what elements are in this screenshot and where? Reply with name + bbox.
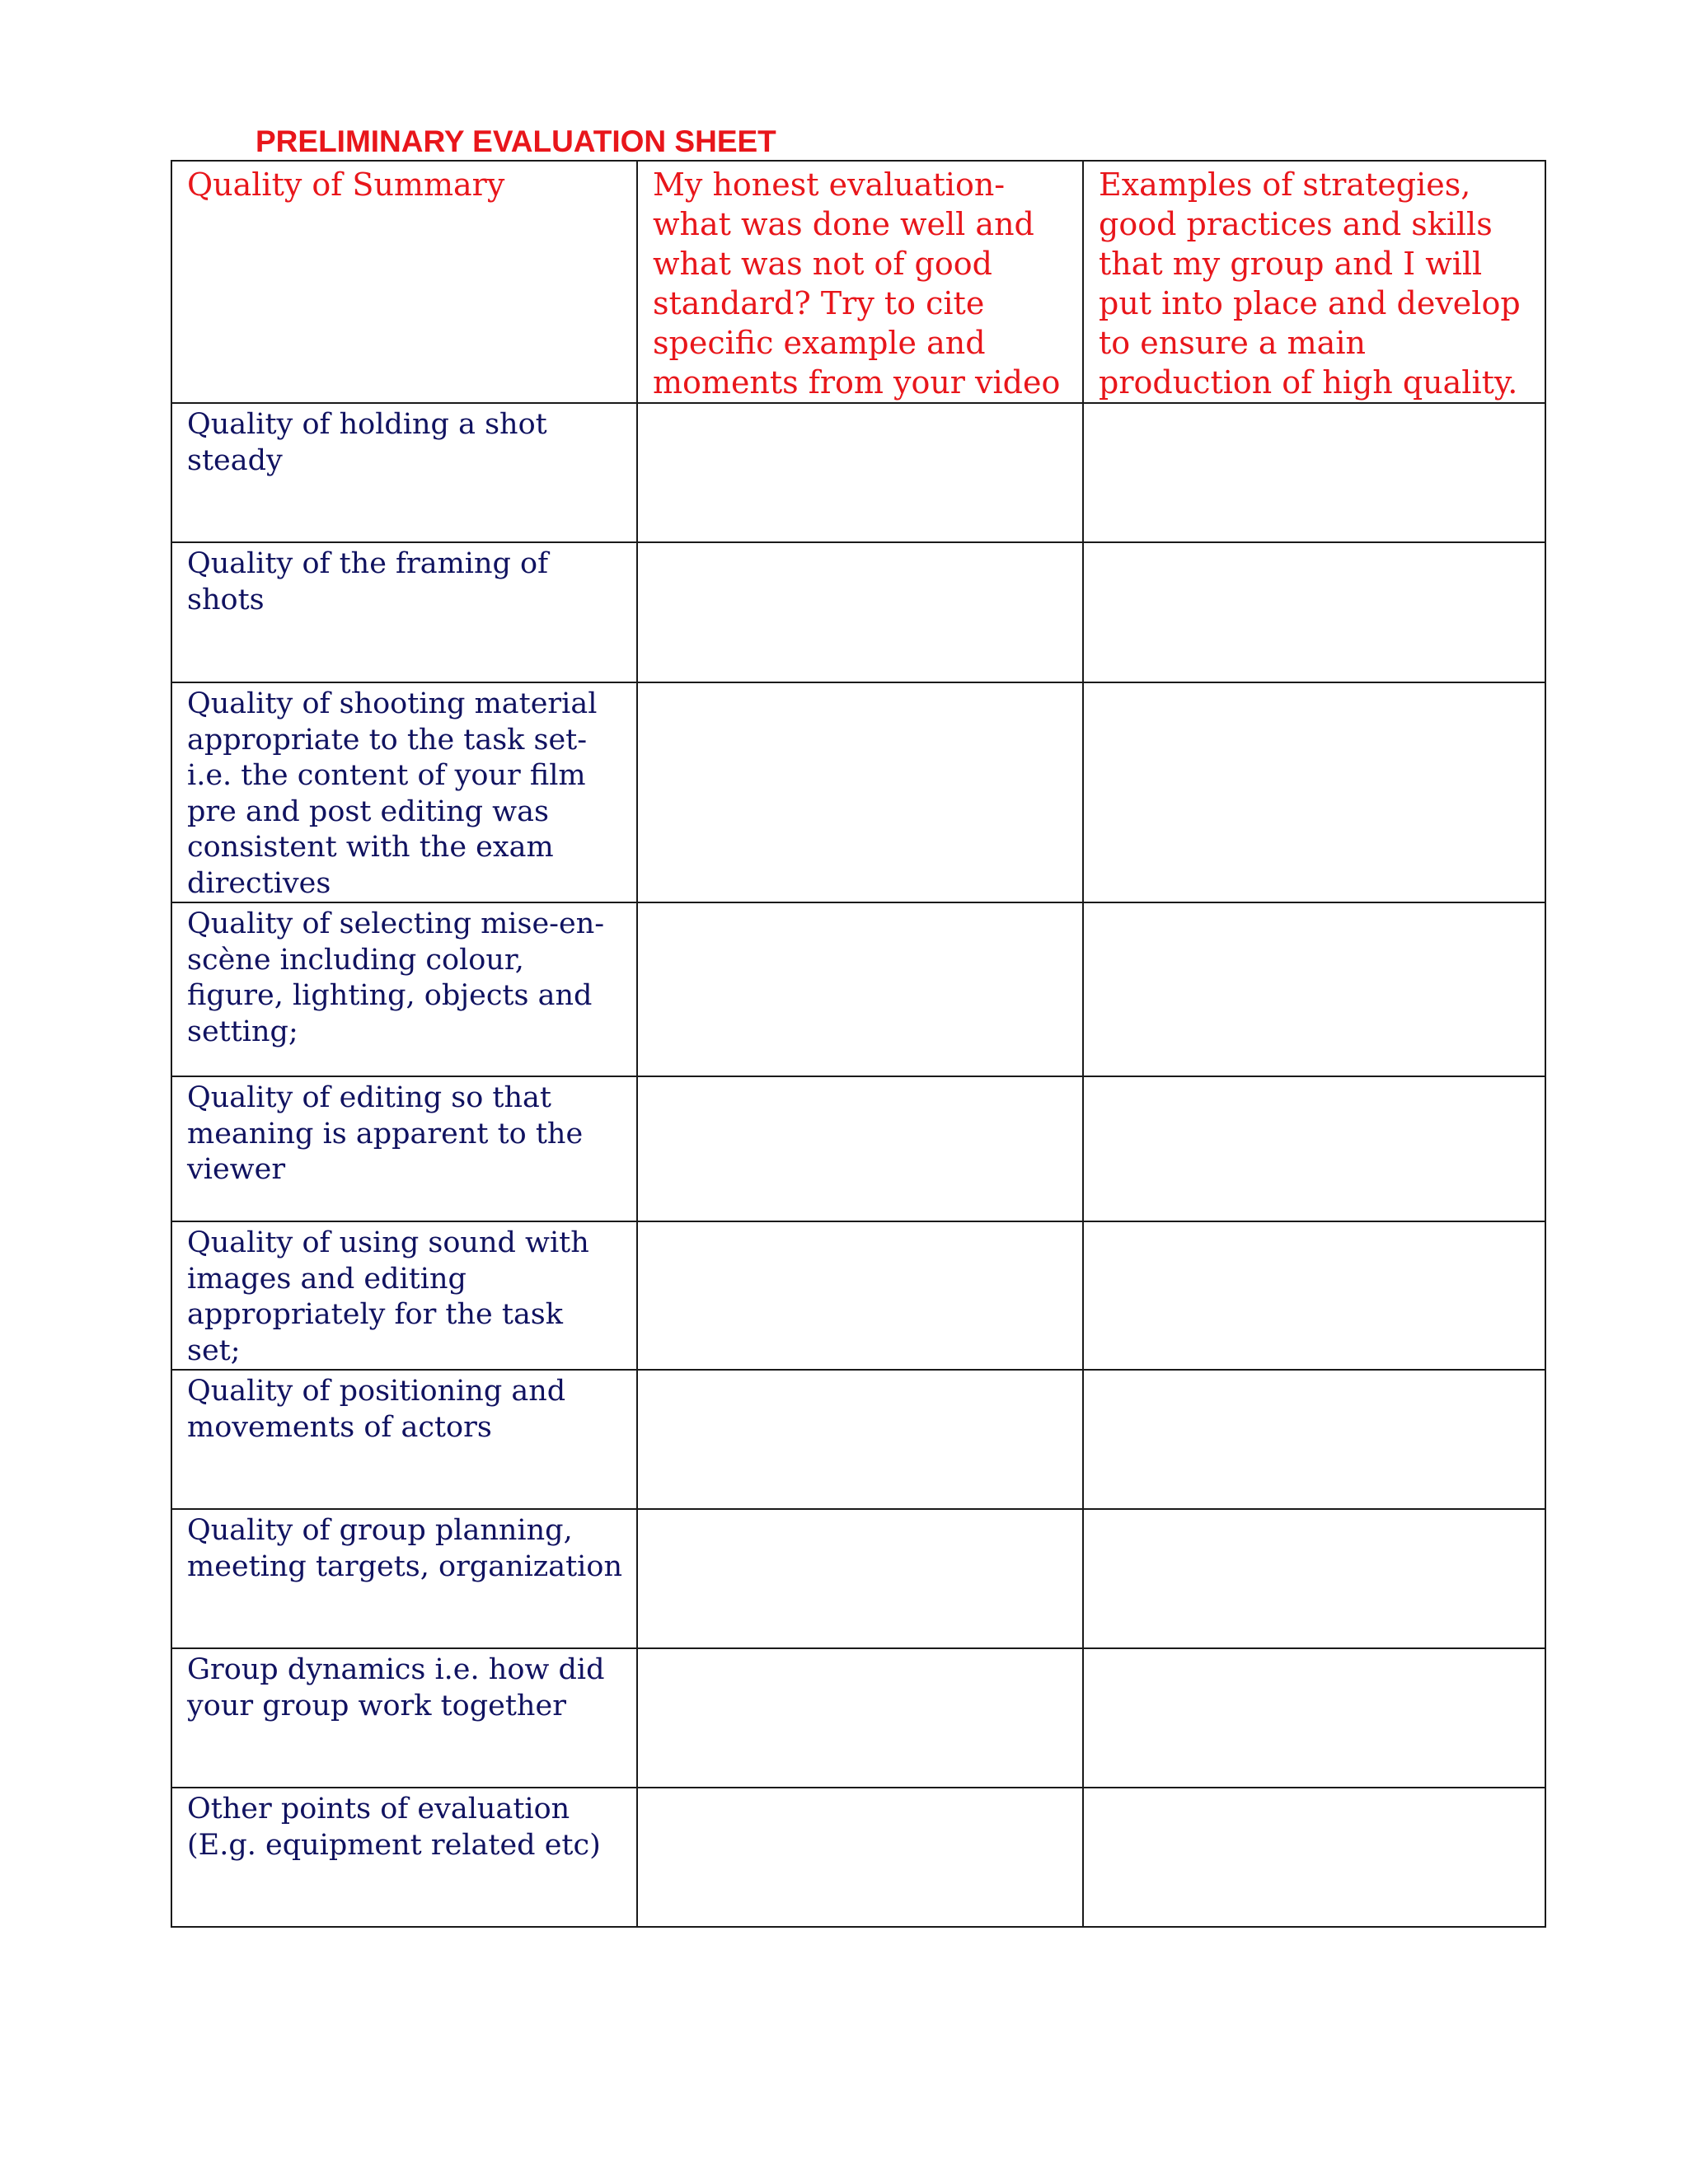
row-label: Quality of positioning and movements of actors (171, 1370, 637, 1509)
header-strategies-cell: Examples of strategies, good practices and skills that my group and I will put into place and develop to ensure a main production of high quality. (1083, 161, 1545, 403)
evaluation-cell[interactable] (637, 1221, 1083, 1370)
evaluation-cell[interactable] (637, 682, 1083, 902)
sheet-title: PRELIMINARY EVALUATION SHEET (256, 124, 776, 158)
table-row (171, 682, 1545, 902)
evaluation-cell[interactable] (637, 1788, 1083, 1927)
strategies-cell[interactable] (1083, 542, 1545, 682)
strategies-cell[interactable] (1083, 1221, 1545, 1370)
strategies-cell[interactable] (1083, 1509, 1545, 1648)
table-row (171, 1076, 1545, 1221)
row-label: Quality of using sound with images and editing appropriately for the task set; (171, 1221, 637, 1370)
row-label: Other points of evaluation (E.g. equipment related etc) (171, 1788, 637, 1927)
table-row (171, 1509, 1545, 1648)
table-row (171, 1788, 1545, 1927)
table-row (171, 1370, 1545, 1509)
strategies-cell[interactable] (1083, 1648, 1545, 1788)
header-row (171, 161, 1545, 403)
evaluation-table (171, 160, 1546, 1928)
row-label: Quality of the framing of shots (171, 542, 637, 682)
row-label: Quality of shooting material appropriate to the task set- i.e. the content of your film pre and post editing was consistent with the exam directives (171, 682, 637, 902)
row-label: Quality of selecting mise-en-scène including colour, figure, lighting, objects and setting; (171, 902, 637, 1076)
header-evaluation-cell: My honest evaluation- what was done well and what was not of good standard? Try to cite specific example and moments from your video (637, 161, 1083, 403)
header-summary-cell: Quality of Summary (171, 161, 637, 403)
table-row (171, 902, 1545, 1076)
strategies-cell[interactable] (1083, 403, 1545, 542)
strategies-cell[interactable] (1083, 1370, 1545, 1509)
row-label: Quality of group planning, meeting targets, organization (171, 1509, 637, 1648)
table-row (171, 1221, 1545, 1370)
evaluation-cell[interactable] (637, 1648, 1083, 1788)
strategies-cell[interactable] (1083, 682, 1545, 902)
evaluation-cell[interactable] (637, 403, 1083, 542)
table-row (171, 403, 1545, 542)
strategies-cell[interactable] (1083, 1788, 1545, 1927)
table-row (171, 1648, 1545, 1788)
strategies-cell[interactable] (1083, 1076, 1545, 1221)
strategies-cell[interactable] (1083, 902, 1545, 1076)
evaluation-cell[interactable] (637, 542, 1083, 682)
row-label: Quality of editing so that meaning is apparent to the viewer (171, 1076, 637, 1221)
evaluation-cell[interactable] (637, 1370, 1083, 1509)
evaluation-cell[interactable] (637, 1509, 1083, 1648)
row-label: Group dynamics i.e. how did your group work together (171, 1648, 637, 1788)
evaluation-cell[interactable] (637, 902, 1083, 1076)
evaluation-cell[interactable] (637, 1076, 1083, 1221)
table-row (171, 542, 1545, 682)
row-label: Quality of holding a shot steady (171, 403, 637, 542)
